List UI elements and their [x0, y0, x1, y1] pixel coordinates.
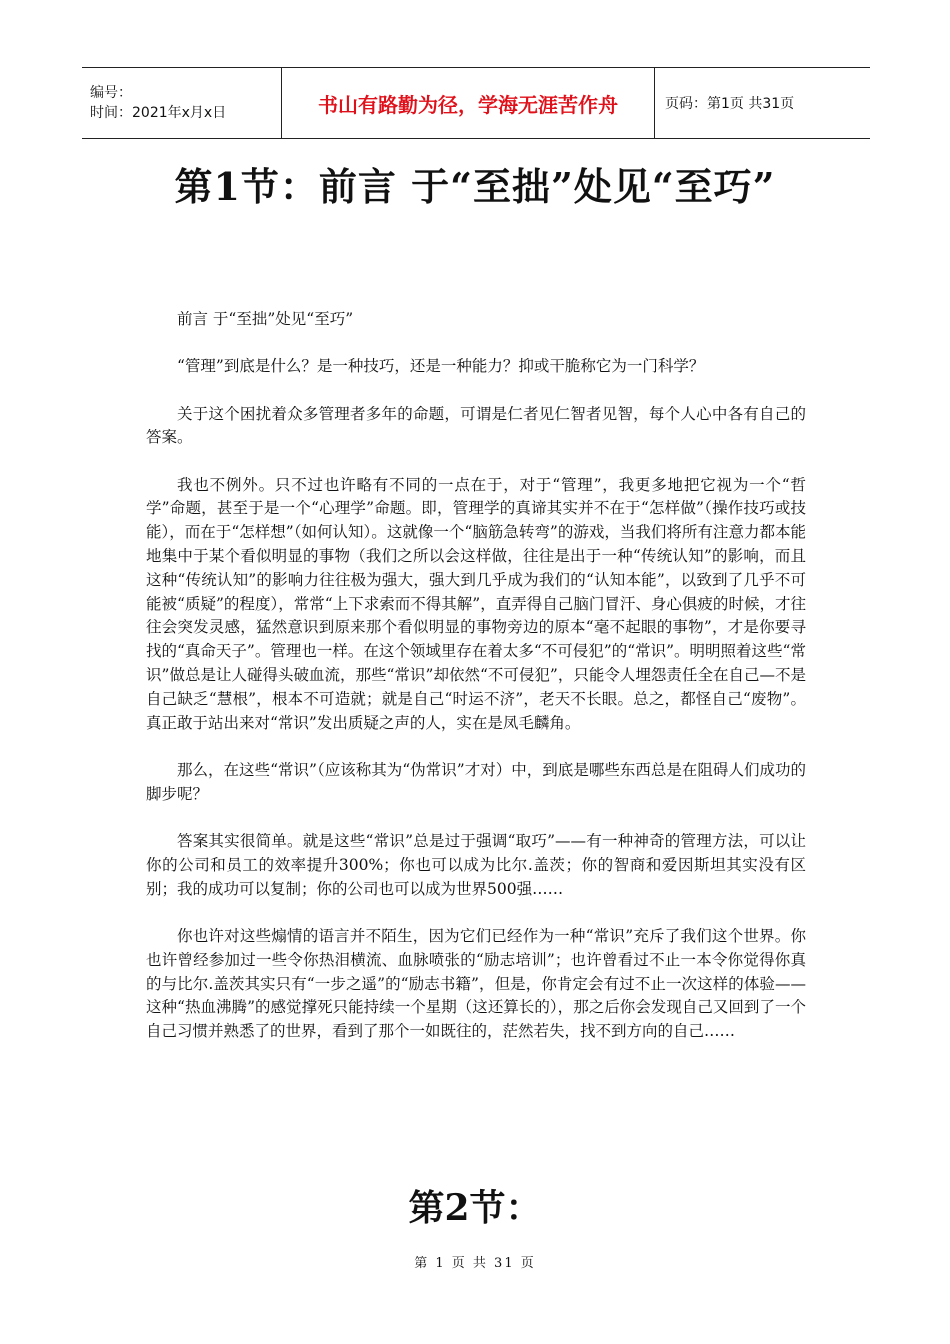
- date-label: 时间：2021年x月x日: [90, 105, 227, 121]
- header-page-cell: [655, 68, 870, 138]
- body-text: [146, 308, 806, 1067]
- number-label: 编号：: [90, 85, 132, 101]
- page-title: 第1节：前言 于“至拙”处见“至巧”: [174, 164, 776, 209]
- page-footer: 第 1 页 共 31 页: [414, 1256, 536, 1271]
- paragraph: 关于这个困扰着众多管理者多年的命题，可谓是仁者见仁智者见智，每个人心中各有自己的答案。: [146, 404, 806, 447]
- paragraph: 前言 于“至拙”处见“至巧”: [177, 310, 354, 328]
- document-header: [82, 67, 870, 139]
- paragraph: “管理”到底是什么？是一种技巧，还是一种能力？抑或干脆称它为一门科学？: [177, 357, 705, 376]
- header-meta-cell: [82, 68, 282, 138]
- paragraph: 答案其实很简单。就是这些“常识”总是过于强调“取巧”——有一种神奇的管理方法，可以让你的公司和员工的效率提升300%；你也可以成为比尔.盖茨；你的智商和爱因斯坦其实没有区别；我的成功可以复制；你的公司也可以成为世界500强……: [146, 832, 806, 898]
- section-heading: 第2节：: [408, 1187, 542, 1229]
- page-number-label: 页码：第1页 共31页: [665, 96, 795, 112]
- motto-text: 书山有路勤为径，学海无涯苦作舟: [318, 92, 618, 117]
- paragraph: 你也许对这些煽情的语言并不陌生，因为它们已经作为一种“常识”充斥了我们这个世界。你也许曾经参加过一些令你热泪横流、血脉喷张的“励志培训”；也许曾看过不止一本令你觉得你真的与比尔.盖茨其实只有“一步之遥”的“励志书籍”，但是，你肯定会有过不止一次这样的体验——这种“热血沸腾”的感觉撑死只能持续一个星期（这还算长的），那之后你会发现自己又回到了一个自己习惯并熟悉了的世界，看到了那个一如既往的，茫然若失，找不到方向的自己……: [146, 926, 806, 1041]
- paragraph: 那么，在这些“常识”（应该称其为“伪常识”才对）中，到底是哪些东西总是在阻碍人们成功的脚步呢？: [146, 760, 806, 803]
- paragraph: 我也不例外。只不过也许略有不同的一点在于，对于“管理”，我更多地把它视为一个“哲学”命题，甚至于是一个“心理学”命题。即，管理学的真谛其实并不在于“怎样做”（操作技巧或技能），而在于“怎样想”（如何认知）。这就像一个“脑筋急转弯”的游戏，当我们将所有注意力都本能地集中于某个看似明显的事物（我们之所以会这样做，往往是出于一种“传统认知”的影响，而且这种“传统认知”的影响力往往极为强大，强大到几乎成为我们的“认知本能”，以致到了几乎不可能被“质疑”的程度），常常“上下求索而不得其解”，直弄得自己脑门冒汗、身心俱疲的时候，才往往会突发灵感，猛然意识到原来那个看似明显的事物旁边的原本“毫不起眼的事物”，才是你要寻找的“真命天子”。管理也一样。在这个领域里存在着太多“不可侵犯”的“常识”。明明照着这些“常识”做总是让人碰得头破血流，那些“常识”却依然“不可侵犯”，只能令人埋怨责任全在自己—不是自己缺乏“慧根”，根本不可造就；就是自己“时运不济”，老天不长眼。总之，都怪自己“废物”。真正敢于站出来对“常识”发出质疑之声的人，实在是凤毛麟角。: [146, 475, 806, 732]
- header-motto-cell: [282, 68, 655, 138]
